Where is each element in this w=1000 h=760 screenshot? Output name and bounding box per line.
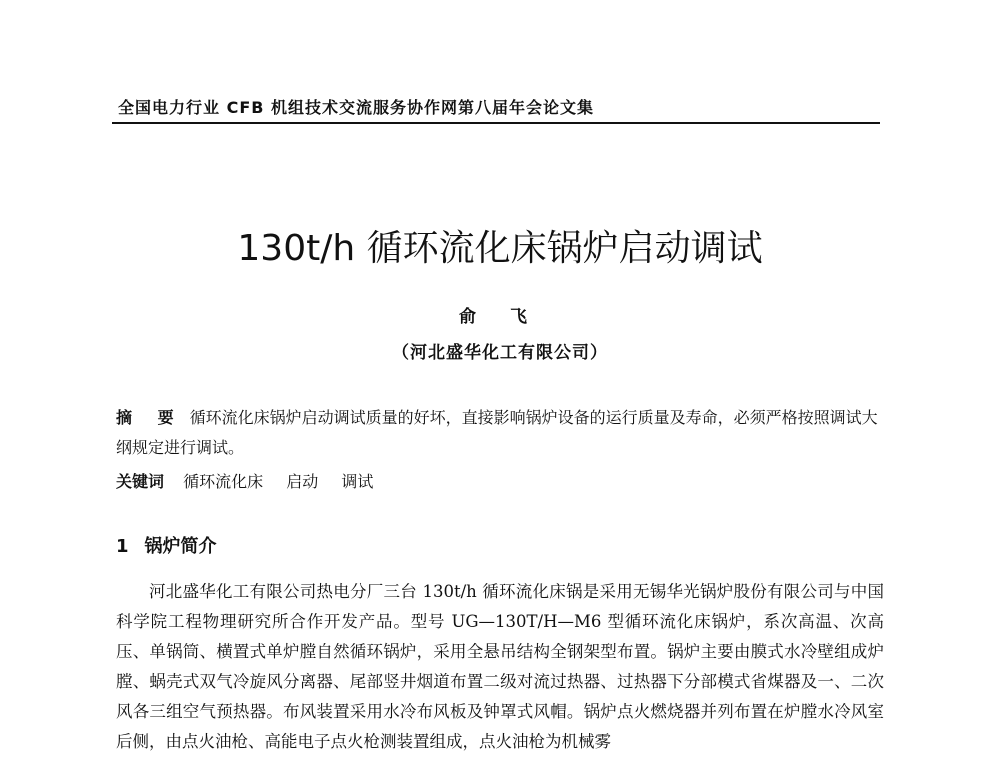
paper-title: 130t/h 循环流化床锅炉启动调试 xyxy=(237,228,763,269)
abstract xyxy=(116,403,886,463)
author-affiliation: （河北盛华化工有限公司） xyxy=(392,343,608,363)
keywords-label: 关键词 xyxy=(116,472,165,491)
section-heading xyxy=(116,532,217,558)
author-name: 俞 飞 xyxy=(459,307,541,327)
abstract-text: 循环流化床锅炉启动调试质量的好坏，直接影响锅炉设备的运行质量及寿命，必须严格按照调试大纲规定进行调试。 xyxy=(116,408,878,457)
keyword-item: 循环流化床 xyxy=(183,472,264,491)
section-number: 1 xyxy=(116,536,129,557)
keywords xyxy=(116,467,886,497)
abstract-label: 摘 要 xyxy=(116,408,184,427)
header-rule xyxy=(112,122,880,124)
keyword-item: 启动 xyxy=(286,472,319,491)
section-title: 锅炉简介 xyxy=(144,536,217,557)
running-header: 全国电力行业 CFB 机组技术交流服务协作网第八届年会论文集 xyxy=(118,98,595,117)
body-paragraph: 河北盛华化工有限公司热电分厂三台 130t/h 循环流化床锅是采用无锡华光锅炉股份有限公司与中国科学院工程物理研究所合作开发产品。型号 UG—130T/H—M6 型循环流化床锅炉，系次高温、次高压、单锅筒、横置式单炉膛自然循环锅炉，采用全悬吊结构全钢架型布置。锅炉主要由膜式水冷壁组成炉膛、蜗壳式双气冷旋风分离器、尾部竖井烟道布置二级对流过热器、过热器下分部模式省煤器及一、二次风各三组空气预热器。布风装置采用水冷布风板及钟罩式风帽。锅炉点火燃烧器并列布置在炉膛水冷风室后侧，由点火油枪、高能电子点火枪测装置组成，点火油枪为机械雾 xyxy=(116,582,884,751)
keyword-item: 调试 xyxy=(341,472,374,491)
